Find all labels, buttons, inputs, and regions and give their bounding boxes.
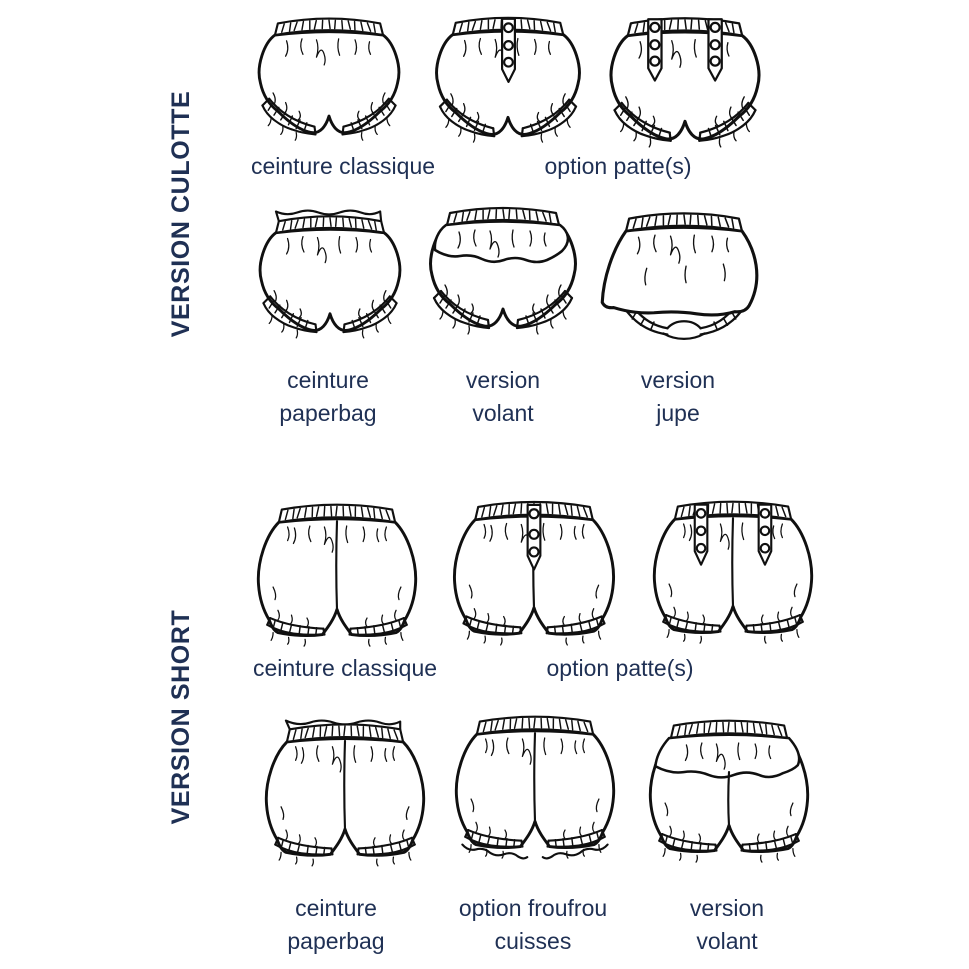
garment-sketch [247,198,413,335]
caption-line: cuisses [494,928,572,954]
figure-short-patte-double [641,493,825,648]
caption-line: paperbag [287,928,385,954]
caption-line: option froufrou [458,895,608,921]
figure-culotte-jupe [595,202,773,349]
figure-culotte-patte-simple [423,7,593,147]
garment-sketch [417,197,589,339]
garment-sketch [441,493,627,650]
caption-culotte-ceinture-classique: ceinture classique [250,153,436,179]
garment-sketch [443,708,627,863]
garment-sketch [246,8,412,145]
caption-short-option-pattes: option patte(s) [546,655,694,681]
caption-line: volant [472,400,534,426]
caption-line: ceinture [295,895,377,921]
figure-culotte-volant [417,197,589,339]
figure-short-classique [245,496,429,651]
caption-culotte-version-jupe [568,364,788,430]
caption-line: ceinture [287,367,369,393]
garment-sketch [253,708,437,863]
garment-sketch [245,496,429,651]
garment-sketch [637,712,821,867]
garment-sketch [597,7,773,152]
garment-sketch [641,493,825,648]
caption-short-version-volant [617,892,837,958]
caption-line: volant [696,928,758,954]
section-title-version-culotte: VERSION CULOTTE [166,90,195,338]
caption-short-ceinture-classique: ceinture classique [252,655,438,681]
caption-line: version [689,895,765,921]
figure-short-paperbag [253,708,437,863]
caption-line: paperbag [279,400,377,426]
figure-culotte-paperbag [247,198,413,335]
figure-short-patte-simple [441,493,627,650]
caption-line: version [640,367,716,393]
figure-short-volant [637,712,821,867]
figure-short-froufrou-cuisses [443,708,627,863]
section-title-version-short: VERSION SHORT [166,609,195,825]
figure-culotte-patte-double [597,7,773,152]
caption-culotte-option-pattes: option patte(s) [544,153,692,179]
garment-sketch [595,202,773,349]
caption-line: version [465,367,541,393]
figure-culotte-classique [246,8,412,145]
caption-short-option-froufrou-cuisses [423,892,643,958]
caption-line: jupe [656,400,700,426]
garment-sketch [423,7,593,147]
caption-short-ceinture-paperbag [226,892,446,958]
